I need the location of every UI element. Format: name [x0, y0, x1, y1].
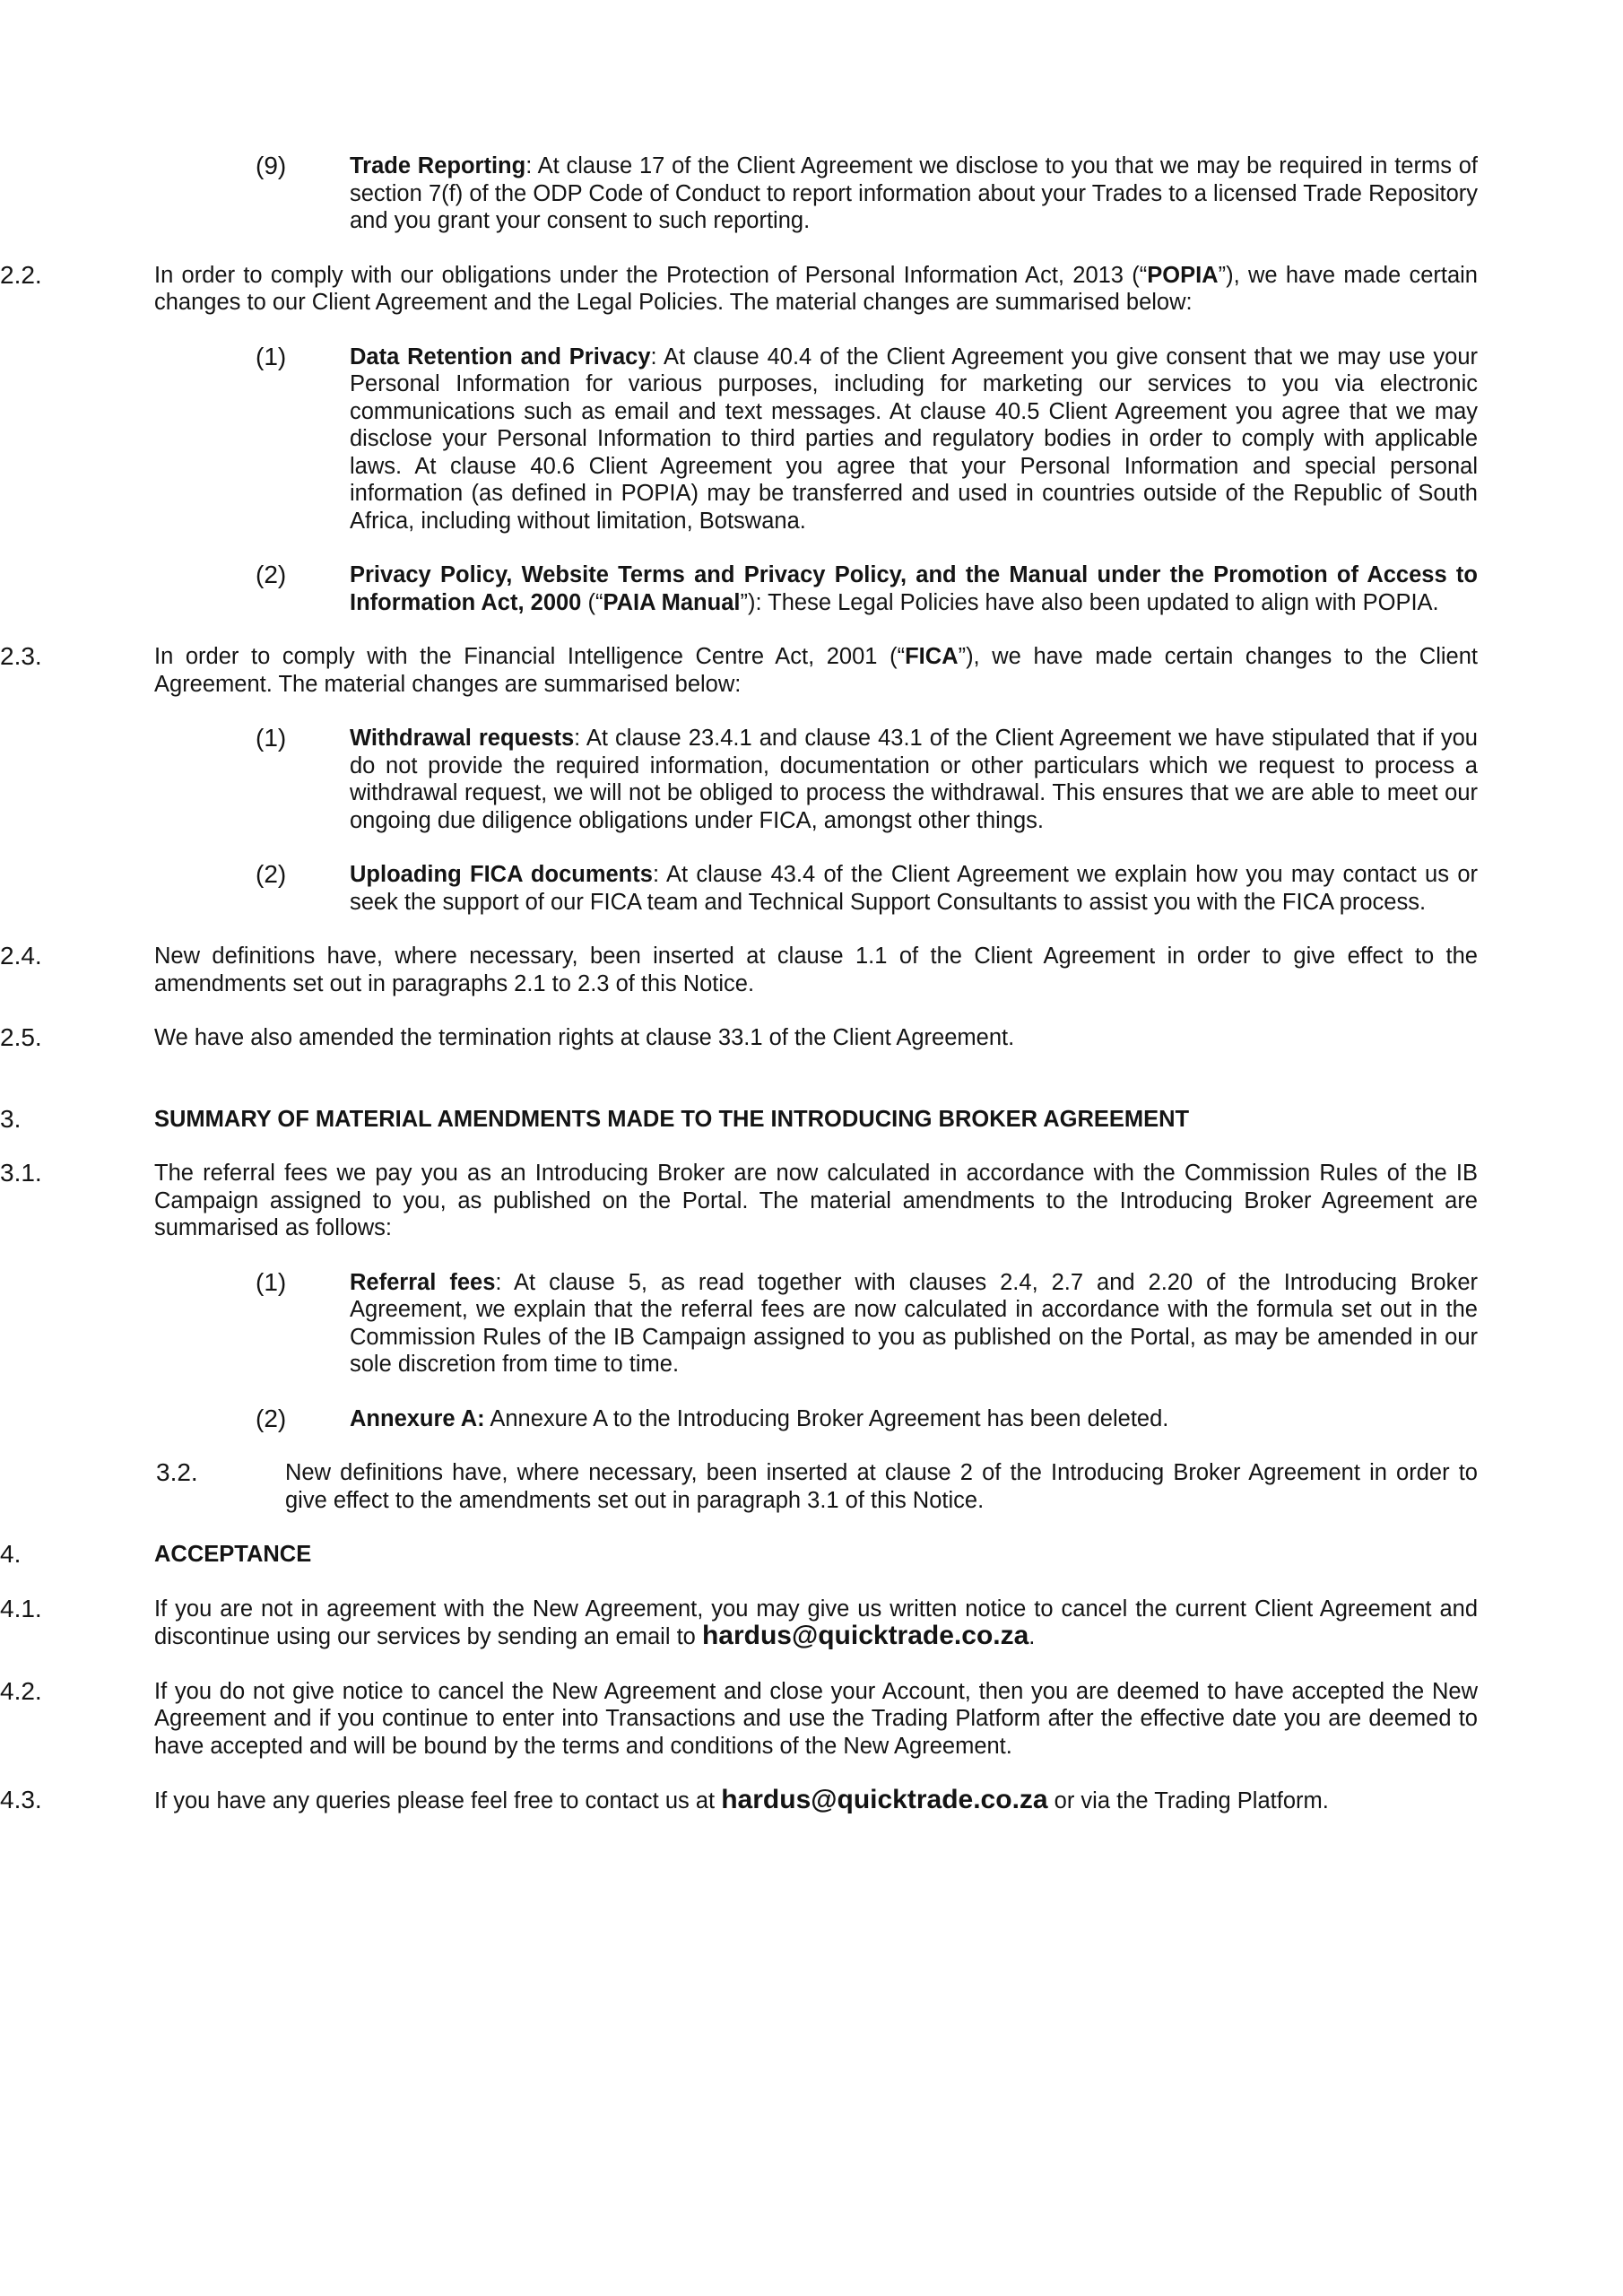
item-number: 2.4. — [0, 942, 42, 970]
item-body — [350, 1269, 1478, 1378]
item-body — [350, 861, 1478, 916]
item-lead: Trade Reporting — [350, 153, 526, 178]
section-number: 3. — [0, 1104, 22, 1133]
item-text-pre: If you have any queries please feel free to contact us at — [154, 1788, 722, 1813]
item-number: (2) — [256, 561, 287, 588]
item-number: 2.5. — [0, 1023, 42, 1051]
item-number: (1) — [256, 724, 287, 752]
item-number: 3.1. — [0, 1159, 42, 1187]
item-text-mid: (“ — [581, 589, 603, 615]
item-text: : At clause 43.4 of the Client Agreement we explain how you may contact us or seek the support of our FICA team and Technical Support Consultants to assist you with the FICA process. — [350, 862, 1478, 915]
item-text-post: . — [1028, 1624, 1036, 1649]
item-body — [350, 725, 1478, 834]
clause-4-1 — [0, 1594, 1478, 1651]
section-heading-3 — [0, 1104, 1478, 1134]
item-text-pre: In order to comply with our obligations under the Protection of Personal Information Act, 2013 (“ — [154, 262, 1148, 288]
item-text: New definitions have, where necessary, been inserted at clause 2 of the Introducing Broker Agreement in order to give effect to the amendments set out in paragraph 3.1 of this Notice. — [285, 1460, 1478, 1513]
item-number: (2) — [256, 1404, 287, 1432]
item-body — [154, 643, 1478, 698]
item-defined-term: FICA — [905, 644, 959, 669]
item-number: (1) — [256, 1267, 287, 1296]
item-defined-term: PAIA Manual — [603, 589, 741, 615]
item-number: 3.2. — [156, 1458, 198, 1486]
item-body — [154, 1787, 1478, 1815]
item-number: (9) — [256, 152, 287, 179]
item-body — [350, 344, 1478, 535]
item-text: Annexure A to the Introducing Broker Agreement has been deleted. — [484, 1405, 1169, 1431]
clause-2-2-2 — [256, 561, 1478, 616]
item-number: 4.1. — [0, 1594, 42, 1622]
item-body — [350, 1405, 1478, 1433]
item-lead: Annexure A: — [350, 1405, 485, 1431]
clause-2-2-1 — [256, 342, 1478, 535]
item-lead: Referral fees — [350, 1269, 496, 1295]
item-lead: Privacy Policy, Website Terms and Privacy Policy, and the Manual under the Promotion of Access to Information Act, 2000 — [350, 562, 1478, 615]
clause-3-2 — [156, 1458, 1478, 1514]
item-number: 2.3. — [0, 642, 42, 670]
clause-4-2 — [0, 1676, 1478, 1761]
item-lead: Uploading FICA documents — [350, 862, 653, 887]
section-title: SUMMARY OF MATERIAL AMENDMENTS MADE TO THE INTRODUCING BROKER AGREEMENT — [154, 1106, 1190, 1132]
item-number: 2.2. — [0, 260, 42, 289]
clause-4-3 — [0, 1785, 1478, 1815]
item-text: : At clause 40.4 of the Client Agreement you give consent that we may use your Personal Information for various purposes, including for marketing our services to you via electronic communications such as email and text messages. At clause 40.5 Client Agreement you agree that we may disclose your Personal Information to third parties and regulatory bodies in order to comply with applicable laws. At clause 40.6 Client Agreement you agree that your Personal Information and special personal information (as defined in POPIA) may be transferred and used in countries outside of the Republic of South Africa, including without limitation, Botswana. — [350, 344, 1478, 534]
contact-email-link[interactable]: hardus@quicktrade.co.za — [701, 1621, 1029, 1650]
item-body — [350, 561, 1478, 616]
clause-3-1 — [0, 1159, 1478, 1242]
item-number: (2) — [256, 860, 287, 888]
item-lead: Withdrawal requests — [350, 726, 575, 751]
item-text: : At clause 23.4.1 and clause 43.1 of the Client Agreement we have stipulated that if you do not provide the required information, documentation or other particulars which we request to process a withdrawal request, we will not be obliged to process the withdrawal. This ensures that we are able to meet our ongoing due diligence obligations under FICA, amongst other things. — [350, 726, 1478, 833]
item-number: 4.2. — [0, 1676, 42, 1705]
item-number: (1) — [256, 342, 287, 370]
item-text-post: ”): These Legal Policies have also been updated to align with POPIA. — [740, 589, 1439, 615]
item-body — [154, 1596, 1478, 1651]
clause-2-1-9 — [256, 152, 1478, 235]
item-lead: Data Retention and Privacy — [350, 344, 651, 370]
item-text: : At clause 5, as read together with clauses 2.4, 2.7 and 2.20 of the Introducing Broker Agreement, we explain that the referral fees are now calculated in accordance with the formula set out in the Commission Rules of the IB Campaign assigned to you as published on the Portal, as may be amended in our sole discretion from time to time. — [350, 1269, 1478, 1377]
clause-3-1-1 — [256, 1267, 1478, 1378]
item-text: We have also amended the termination rights at clause 33.1 of the Client Agreement. — [154, 1025, 1015, 1050]
item-body — [350, 152, 1478, 235]
item-text: The referral fees we pay you as an Introducing Broker are now calculated in accordance with the Commission Rules of the IB Campaign assigned to you, as published on the Portal. The material amendments to the Introducing Broker Agreement are summarised as follows: — [154, 1161, 1478, 1240]
item-text-post: ”), we have made certain changes to the Client Agreement. The material changes are summarised below: — [154, 644, 1478, 697]
clause-2-3-1 — [256, 724, 1478, 834]
item-defined-term: POPIA — [1147, 262, 1219, 288]
contact-email-link[interactable]: hardus@quicktrade.co.za — [721, 1785, 1048, 1814]
section-number: 4. — [0, 1540, 22, 1568]
clause-3-1-2 — [256, 1404, 1478, 1433]
item-text-pre: In order to comply with the Financial Intelligence Centre Act, 2001 (“ — [154, 644, 906, 669]
item-body — [154, 262, 1478, 317]
item-text: : At clause 17 of the Client Agreement we disclose to you that we may be required in terms of section 7(f) of the ODP Code of Conduct to report information about your Trades to a licensed Trade Repository and you grant your consent to such reporting. — [350, 153, 1478, 233]
item-number: 4.3. — [0, 1786, 42, 1813]
clause-2-3 — [0, 642, 1478, 698]
clause-2-4 — [0, 942, 1478, 997]
clause-2-5 — [0, 1023, 1478, 1052]
item-text-post: ”), we have made certain changes to our Client Agreement and the Legal Policies. The material changes are summarised below: — [154, 262, 1478, 315]
item-text: If you do not give notice to cancel the New Agreement and close your Account, then you are deemed to have accepted the New Agreement and if you continue to enter into Transactions and use the Trading Platform after the effective date you are deemed to have accepted and will be bound by the terms and conditions of the New Agreement. — [154, 1678, 1478, 1759]
clause-2-3-2 — [256, 860, 1478, 916]
section-heading-4 — [0, 1540, 1478, 1569]
item-text-post: or via the Trading Platform. — [1047, 1788, 1329, 1813]
item-text-pre: If you are not in agreement with the New Agreement, you may give us written notice to cancel the current Client Agreement and discontinue using our services by sending an email to — [154, 1596, 1478, 1649]
item-text: New definitions have, where necessary, been inserted at clause 1.1 of the Client Agreement in order to give effect to the amendments set out in paragraphs 2.1 to 2.3 of this Notice. — [154, 944, 1478, 996]
section-title: ACCEPTANCE — [154, 1542, 312, 1567]
clause-2-2 — [0, 260, 1478, 317]
